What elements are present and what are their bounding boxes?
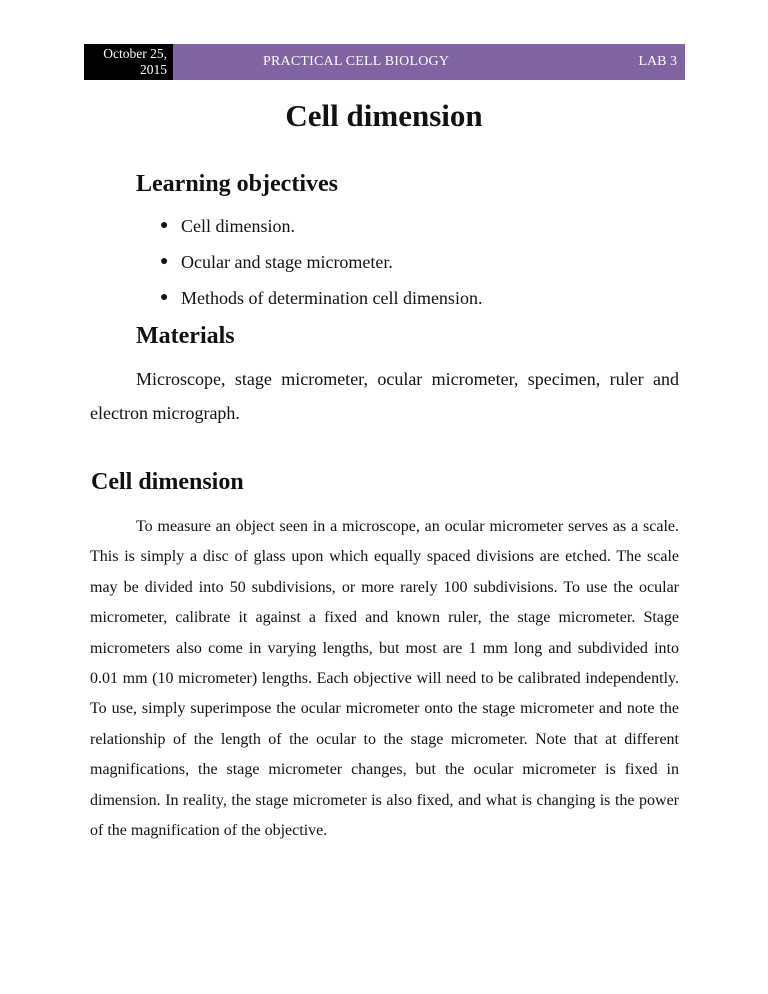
header-date xyxy=(84,44,173,80)
learning-objectives-heading: Learning objectives xyxy=(136,171,338,197)
header-course-title: PRACTICAL CELL BIOLOGY xyxy=(263,54,450,69)
materials-heading: Materials xyxy=(136,323,235,349)
bullet-icon: ● xyxy=(160,218,169,233)
list-item-text: Ocular and stage micrometer. xyxy=(181,252,393,272)
cell-dimension-paragraph: To measure an object seen in a microscope, an ocular micrometer serves as a scale. This is simply a disc of glass upon which equally spaced divisions are etched. The scale may be divided into 50 subdivisions, or more rarely 100 subdivisions. To use the ocular micrometer, calibrate it against a fixed and known ruler, the stage micrometer. Stage micrometers also come in varying lengths, but most are 1 mm long and subdivided into 0.01 mm (10 micrometer) lengths. Each objective will need to be calibrated independently. To use, simply superimpose the ocular micrometer onto the stage micrometer and note the relationship of the length of the ocular to the stage micrometer. Note that at different magnifications, the stage micrometer changes, but the ocular micrometer is fixed in dimension. In reality, the stage micrometer is also fixed, and what is changing is the power of the magnification of the objective. xyxy=(90,518,679,840)
bullet-icon: ● xyxy=(160,290,169,305)
header-date-line1: October 25, xyxy=(103,46,167,61)
header-date-line2: 2015 xyxy=(140,62,167,77)
header-lab-number: LAB 3 xyxy=(638,54,677,69)
list-item-text: Methods of determination cell dimension. xyxy=(181,288,483,308)
list-item xyxy=(160,284,482,320)
list-item-text: Cell dimension. xyxy=(181,216,295,236)
list-item xyxy=(160,248,482,284)
materials-paragraph: Microscope, stage micrometer, ocular micrometer, specimen, ruler and electron micrograph. xyxy=(90,369,679,423)
page-header xyxy=(84,44,685,80)
list-item xyxy=(160,212,482,248)
learning-objectives-list xyxy=(160,212,482,320)
document-title: Cell dimension xyxy=(285,98,483,133)
header-bar xyxy=(173,44,685,80)
cell-dimension-heading: Cell dimension xyxy=(91,469,244,495)
bullet-icon: ● xyxy=(160,254,169,269)
